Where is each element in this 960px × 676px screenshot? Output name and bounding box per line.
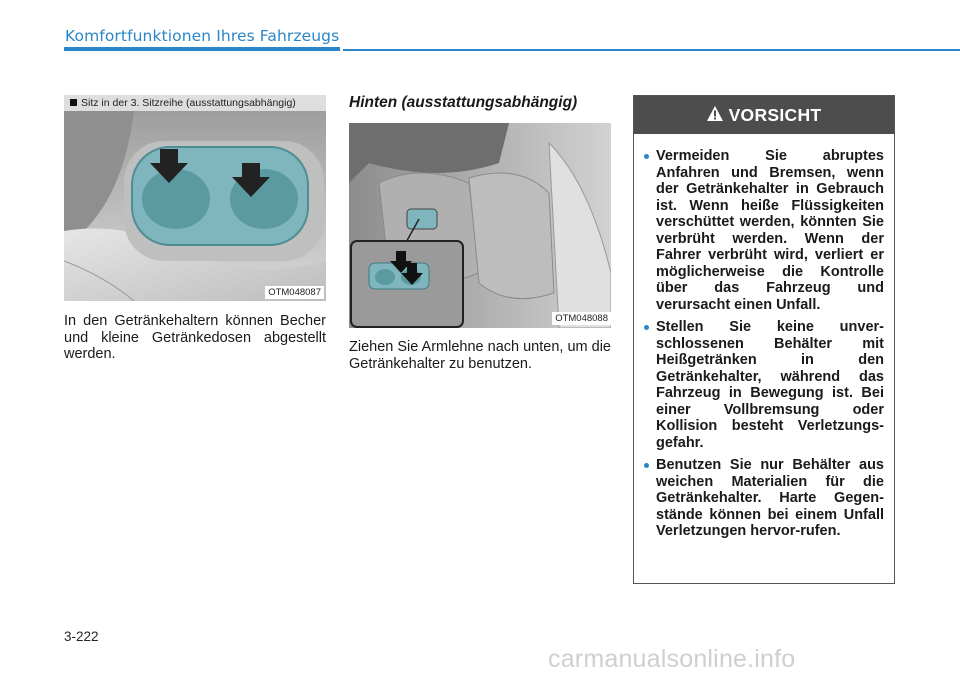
caution-title: VORSICHT	[728, 104, 822, 125]
watermark: carmanualsonline.info	[548, 645, 796, 673]
caution-item: Benutzen Sie nur Behälter aus weichen Materialien für die Getränkehalter. Harte Gegen-stände können bei einem Unfall Verletzungen hervor-rufen.	[656, 457, 884, 539]
header-rule-thick	[64, 47, 340, 51]
caution-box	[633, 95, 895, 584]
caution-header	[634, 96, 894, 134]
subheading: Hinten (ausstattungsabhängig)	[349, 94, 578, 111]
warning-triangle-icon	[707, 105, 723, 126]
caution-list	[634, 134, 894, 540]
figure-rear-armrest	[349, 123, 611, 328]
section-title: Komfortfunktionen Ihres Fahrzeugs	[65, 27, 340, 45]
middle-body-text: Ziehen Sie Armlehne nach unten, um die Getränkehalter zu benutzen.	[349, 339, 611, 372]
figure-code: OTM048088	[552, 312, 611, 325]
square-bullet-icon	[70, 99, 77, 106]
image-label	[64, 95, 326, 111]
left-body-text: In den Getränkehaltern können Becher und kleine Getränkedosen abgestellt werden.	[64, 313, 326, 362]
header-rule-thin	[343, 49, 960, 51]
figure-third-row-cupholder	[64, 111, 326, 301]
figure-code: OTM048087	[265, 286, 324, 299]
caution-item: Vermeiden Sie abruptes Anfahren und Bremsen, wenn der Getränkehalter in Gebrauch ist. Wenn heiße Flüssigkeiten verschüttet werden, könnten Sie verbrüht werden. Wenn der Fahrer verbrüht wird, verliert er möglicherweise die Kontrolle über das Fahrzeug und verursacht einen Unfall.	[656, 148, 884, 313]
page-number: 3-222	[64, 629, 99, 644]
caution-item: Stellen Sie keine unver-schlossenen Behälter mit Heißgetränken in den Getränkehalter, während das Fahrzeug in Bewegung ist. Bei einer Vollbremsung oder Kollision besteht Verletzungs-gefahr.	[656, 319, 884, 451]
image-label-text: Sitz in der 3. Sitzreihe (ausstattungsabhängig)	[81, 97, 296, 109]
